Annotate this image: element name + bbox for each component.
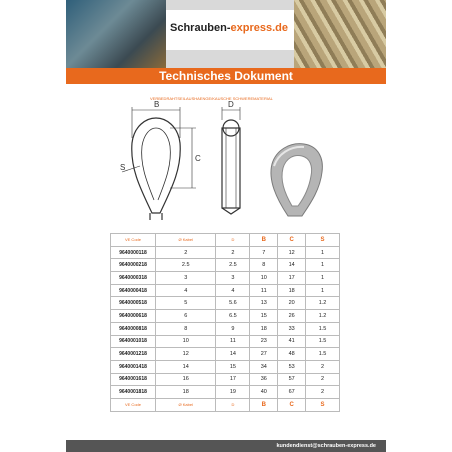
cell-code: 9640001818	[111, 386, 156, 399]
technical-drawing	[110, 98, 340, 228]
table-row	[111, 360, 340, 373]
cell-c: 33	[278, 322, 306, 335]
cell-code: 9640001218	[111, 348, 156, 361]
cell-d: 4	[216, 284, 250, 297]
cell-b: 36	[250, 373, 278, 386]
table-body	[111, 246, 340, 398]
cell-cable: 14	[156, 360, 216, 373]
cell-c: 67	[278, 386, 306, 399]
cell-code: 9640000118	[111, 246, 156, 259]
cell-code: 9640000218	[111, 259, 156, 272]
cell-cable: 8	[156, 322, 216, 335]
cell-b: 13	[250, 297, 278, 310]
document-title: Technisches Dokument	[159, 69, 293, 83]
table-row	[111, 272, 340, 285]
drawing-subtitle: VERBEDRAHTSEILAUSHAENGE/KAUSCHE SCHWEREMATERIAL	[150, 96, 273, 101]
foot-c: C	[278, 398, 306, 411]
cell-cable: 16	[156, 373, 216, 386]
cell-c: 14	[278, 259, 306, 272]
cell-b: 8	[250, 259, 278, 272]
cell-b: 40	[250, 386, 278, 399]
cell-s: 1.5	[306, 322, 340, 335]
cell-s: 2	[306, 386, 340, 399]
cell-d: 19	[216, 386, 250, 399]
cell-s: 1.2	[306, 310, 340, 323]
dim-d-label: D	[228, 100, 234, 109]
cell-b: 15	[250, 310, 278, 323]
dim-c-label: C	[195, 154, 201, 163]
dim-b-label: B	[154, 100, 160, 109]
cell-s: 1	[306, 284, 340, 297]
cell-code: 9640000418	[111, 284, 156, 297]
cell-d: 15	[216, 360, 250, 373]
cell-c: 57	[278, 373, 306, 386]
cell-code: 9640001418	[111, 360, 156, 373]
cell-c: 17	[278, 272, 306, 285]
cell-s: 1.5	[306, 335, 340, 348]
cell-s: 1	[306, 246, 340, 259]
workshop-photo	[66, 0, 166, 68]
table-row	[111, 373, 340, 386]
cell-cable: 6	[156, 310, 216, 323]
col-c: C	[278, 234, 306, 247]
cell-s: 2	[306, 360, 340, 373]
screws-photo	[294, 0, 386, 68]
cell-code: 9640000818	[111, 322, 156, 335]
cell-code: 9640000318	[111, 272, 156, 285]
foot-ve-code: VE Code	[111, 398, 156, 411]
col-d: D	[216, 234, 250, 247]
footer-bar	[66, 440, 386, 452]
thimble-product-photo	[271, 144, 322, 216]
cell-cable: 2.5	[156, 259, 216, 272]
cell-b: 27	[250, 348, 278, 361]
cell-d: 5.6	[216, 297, 250, 310]
cell-code: 9640001618	[111, 373, 156, 386]
cell-b: 10	[250, 272, 278, 285]
thimble-front-view	[132, 118, 181, 220]
table-row	[111, 322, 340, 335]
cell-d: 14	[216, 348, 250, 361]
foot-b: B	[250, 398, 278, 411]
dim-c-line	[170, 128, 196, 188]
cell-c: 26	[278, 310, 306, 323]
dim-b-line	[132, 107, 180, 138]
header-banner	[66, 0, 386, 68]
cell-cable: 4	[156, 284, 216, 297]
table-row	[111, 386, 340, 399]
cell-b: 11	[250, 284, 278, 297]
cell-d: 11	[216, 335, 250, 348]
cell-c: 20	[278, 297, 306, 310]
cell-code: 9640000618	[111, 310, 156, 323]
cell-code: 9640001018	[111, 335, 156, 348]
cell-c: 12	[278, 246, 306, 259]
table-row	[111, 297, 340, 310]
col-cable-diameter: Ø Kabel	[156, 234, 216, 247]
brand-logo	[170, 22, 288, 34]
cell-d: 2	[216, 246, 250, 259]
col-s: S	[306, 234, 340, 247]
col-b: B	[250, 234, 278, 247]
cell-cable: 3	[156, 272, 216, 285]
cell-c: 48	[278, 348, 306, 361]
cell-b: 18	[250, 322, 278, 335]
foot-cable-diameter: Ø Kabel	[156, 398, 216, 411]
cell-cable: 2	[156, 246, 216, 259]
table-header-row	[111, 234, 340, 247]
logo-main: Schrauben-	[170, 22, 231, 34]
cell-cable: 12	[156, 348, 216, 361]
table-row	[111, 259, 340, 272]
table-row	[111, 335, 340, 348]
cell-b: 23	[250, 335, 278, 348]
foot-d: D	[216, 398, 250, 411]
cell-cable: 18	[156, 386, 216, 399]
cell-cable: 5	[156, 297, 216, 310]
cell-code: 9640000518	[111, 297, 156, 310]
cell-c: 41	[278, 335, 306, 348]
cell-c: 18	[278, 284, 306, 297]
cell-s: 1	[306, 272, 340, 285]
cell-s: 1	[306, 259, 340, 272]
support-email-link[interactable]: kundendienst@schrauben-express.de	[276, 443, 376, 449]
title-banner	[66, 68, 386, 84]
cell-d: 17	[216, 373, 250, 386]
cell-c: 53	[278, 360, 306, 373]
cell-d: 2.5	[216, 259, 250, 272]
table-row	[111, 246, 340, 259]
cell-b: 34	[250, 360, 278, 373]
cell-cable: 10	[156, 335, 216, 348]
col-ve-code: VE Code	[111, 234, 156, 247]
cell-s: 1.5	[306, 348, 340, 361]
spec-table	[110, 233, 340, 412]
table-footer-row	[111, 398, 340, 411]
table-row	[111, 310, 340, 323]
dim-s-label: S	[120, 163, 126, 172]
cell-d: 6.5	[216, 310, 250, 323]
cell-d: 9	[216, 322, 250, 335]
cell-s: 2	[306, 373, 340, 386]
logo-accent: express.de	[230, 22, 288, 34]
cell-d: 3	[216, 272, 250, 285]
table-row	[111, 284, 340, 297]
foot-s: S	[306, 398, 340, 411]
thimble-side-view	[222, 120, 240, 214]
cell-s: 1.2	[306, 297, 340, 310]
cell-b: 7	[250, 246, 278, 259]
table-row	[111, 348, 340, 361]
